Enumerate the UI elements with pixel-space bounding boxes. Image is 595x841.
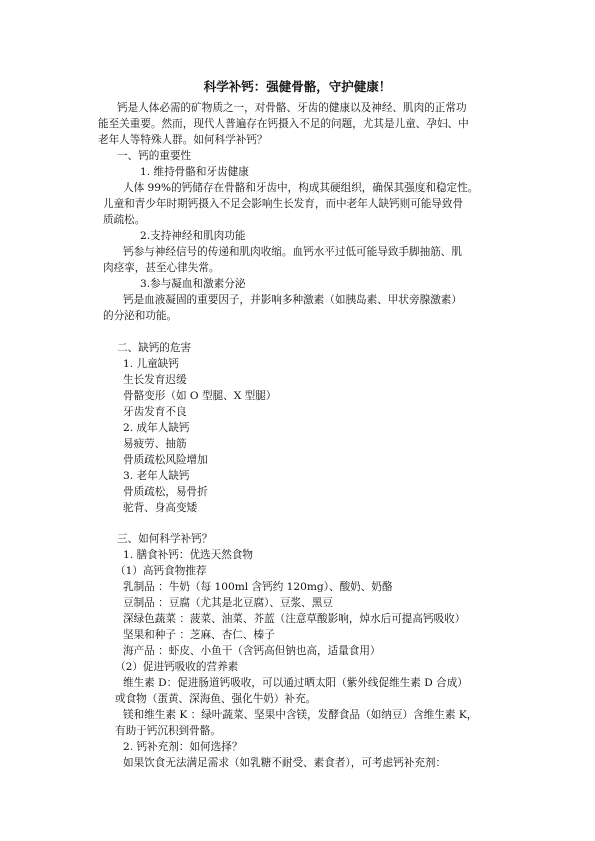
vitamin-d-line-2: 或食物（蛋黄、深海鱼、强化牛奶）补充。 [115, 693, 317, 705]
list-item: 骨质疏松，易骨折 [123, 486, 208, 498]
list-item: 1. 儿童缺钙 [123, 358, 179, 370]
s1-point-2-title: 2.支持神经和肌肉功能 [140, 230, 246, 242]
list-item: 骨骼变形（如 O 型腿、X 型腿） [123, 390, 277, 402]
section-1-heading: 一、钙的重要性 [117, 150, 192, 162]
food-item: 深绿色蔬菜 ：菠菜、油菜、芥蓝（注意草酸影响，焯水后可提高钙吸收） [123, 613, 466, 625]
magnesium-line-1: 镁和维生素 K ：绿叶蔬菜、坚果中含镁，发酵食品（如纳豆）含维生素 K， [123, 709, 478, 721]
list-item: 骨质疏松风险增加 [123, 454, 208, 466]
document-title: 科学补钙：强健骨骼，守护健康！ [203, 79, 392, 94]
food-item: 乳制品 ：牛奶（每 100ml 含钙约 120mg）、酸奶、奶酪 [123, 581, 393, 593]
s1-point-3-title: 3.参与凝血和激素分泌 [140, 278, 246, 290]
intro-line-3: 老年人等特殊人群。如何科学补钙？ [98, 134, 268, 146]
s1-point-1-title: 1. 维持骨骼和牙齿健康 [140, 166, 249, 178]
food-item: 坚果和种子 ：芝麻、杏仁、榛子 [123, 629, 275, 641]
list-item: 驼背、身高变矮 [123, 502, 198, 514]
list-item: 牙齿发育不良 [123, 406, 187, 418]
s1-point-2-line-2: 肉痉挛，甚至心律失常。 [103, 262, 220, 274]
s3-subheading-1: 1. 膳食补钙：优选天然食物 [123, 549, 254, 561]
s1-point-3-line-1: 钙是血液凝固的重要因子，并影响多种激素（如胰岛素、甲状旁腺激素） [123, 294, 462, 306]
list-item: 2. 成年人缺钙 [123, 422, 190, 434]
s1-point-1-line-3: 质疏松。 [103, 214, 146, 226]
list-item: 3. 老年人缺钙 [123, 470, 190, 482]
s3-subheading-2: 2. 钙补充剂：如何选择？ [123, 741, 243, 753]
food-item: 豆制品 ：豆腐（尤其是北豆腐）、豆浆、黑豆 [123, 597, 333, 609]
section-3-heading: 三、如何科学补钙？ [117, 533, 213, 545]
list-item: 生长发育迟缓 [123, 374, 187, 386]
supplement-line-1: 如果饮食无法满足需求（如乳糖不耐受、素食者），可考虑钙补充剂： [123, 757, 447, 769]
section-2-heading: 二、缺钙的危害 [117, 342, 192, 354]
s3-nutrient-title: （2）促进钙吸收的营养素 [115, 661, 239, 673]
s1-point-2-line-1: 钙参与神经信号的传递和肌肉收缩。血钙水平过低可能导致手脚抽筋、肌 [123, 246, 462, 258]
vitamin-d-line-1: 维生素 D：促进肠道钙吸收，可以通过晒太阳（紫外线促维生素 D 合成） [123, 677, 468, 689]
intro-line-1: 钙是人体必需的矿物质之一，对骨骼、牙齿的健康以及神经、肌肉的正常功 [117, 102, 467, 114]
list-item: 易疲劳、抽筋 [123, 438, 187, 450]
food-item: 海产品 ：虾皮、小鱼干（含钙高但钠也高，适量食用） [123, 645, 381, 657]
s3-food-title: （1）高钙食物推荐 [115, 565, 207, 577]
s1-point-3-line-2: 的分泌和功能。 [103, 310, 178, 322]
magnesium-line-2: 有助于钙沉积到骨骼。 [115, 725, 221, 737]
intro-line-2: 能至关重要。然而，现代人普遍存在钙摄入不足的问题，尤其是儿童、孕妇、中 [98, 118, 469, 130]
s1-point-1-line-2: 儿童和青少年时期钙摄入不足会影响生长发育，而中老年人缺钙则可能导致骨 [103, 198, 464, 210]
s1-point-1-line-1: 人体 99%的钙储存在骨骼和牙齿中，构成其硬组织，确保其强度和稳定性。 [123, 182, 479, 194]
